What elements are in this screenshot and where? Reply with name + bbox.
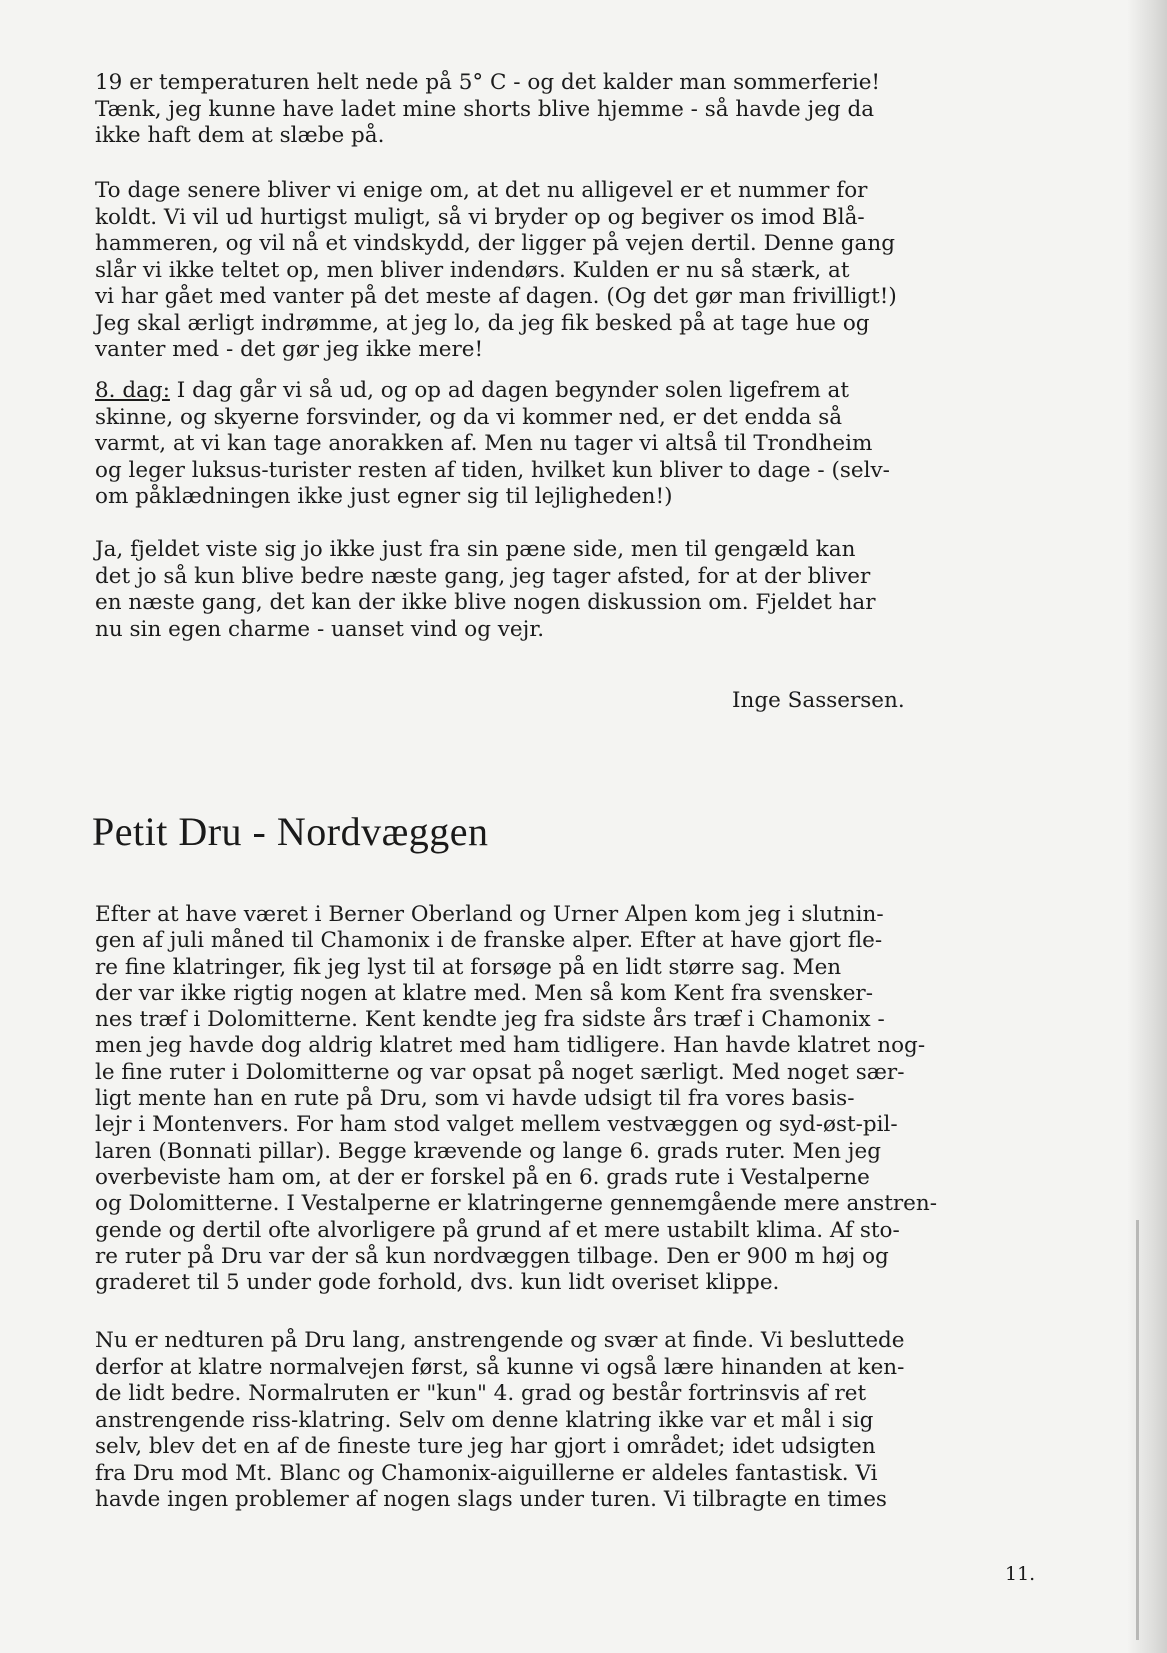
paragraph-4	[95, 537, 1055, 643]
text-line: skinne, og skyerne forsvinder, og da vi kommer ned, er det endda så	[95, 404, 843, 430]
paragraph-2	[95, 178, 1055, 364]
text-line: gende og dertil ofte alvorligere på grund af et mere ustabilt klima. Af sto-	[95, 1217, 900, 1243]
text-line: graderet til 5 under gode forhold, dvs. kun lidt overiset klippe.	[95, 1270, 780, 1296]
page-number: 11.	[1005, 1563, 1036, 1585]
text-line: en næste gang, det kan der ikke blive nogen diskussion om. Fjeldet har	[95, 590, 876, 615]
text-line: laren (Bonnati pillar). Begge krævende og lange 6. grads ruter. Men jeg	[95, 1138, 881, 1164]
text-line: havde ingen problemer af nogen slags under turen. Vi tilbragte en times	[95, 1487, 887, 1512]
text-line: og leger luksus-turister resten af tiden, hvilket kun bliver to dage - (selv-	[95, 457, 890, 483]
text-line: gen af juli måned til Chamonix i de franske alper. Efter at have gjort fle-	[95, 928, 883, 954]
text-line: derfor at klatre normalvejen først, så kunne vi også lære hinanden at ken-	[95, 1354, 905, 1380]
text-line	[95, 378, 1055, 405]
text-line: og Dolomitterne. I Vestalperne er klatringerne gennemgående mere anstren-	[95, 1191, 937, 1217]
paragraph-1	[95, 70, 1055, 150]
text-line: Tænk, jeg kunne have ladet mine shorts blive hjemme - så havde jeg da	[95, 96, 875, 122]
text-line: men jeg havde dog aldrig klatret med ham tidligere. Han havde klatret nog-	[95, 1033, 926, 1059]
text-line: fra Dru mod Mt. Blanc og Chamonix-aiguillerne er aldeles fantastisk. Vi	[95, 1460, 878, 1486]
text-line: Efter at have været i Berner Oberland og Urner Alpen kom jeg i slutnin-	[95, 902, 884, 927]
text-line: vanter med - det gør jeg ikke mere!	[95, 337, 484, 362]
article-paragraph-1	[95, 902, 1055, 1296]
text-line: der var ikke rigtig nogen at klatre med. Men så kom Kent fra svensker-	[95, 980, 873, 1006]
text-line: koldt. Vi vil ud hurtigst muligt, så vi bryder op og begiver os imod Blå-	[95, 204, 865, 230]
text-line: Ja, fjeldet viste sig jo ikke just fra sin pæne side, men til gengæld kan	[95, 537, 856, 562]
paragraph-3	[95, 378, 1055, 511]
text-line: slår vi ikke teltet op, men bliver indendørs. Kulden er nu så stærk, at	[95, 257, 850, 283]
page-edge-shadow	[1127, 0, 1167, 1653]
text-line: nu sin egen charme - uanset vind og vejr.	[95, 616, 545, 642]
text-line: le fine ruter i Dolomitterne og var opsat på noget særligt. Med noget sær-	[95, 1059, 905, 1085]
text-line: re fine klatringer, fik jeg lyst til at forsøge på en lidt større sag. Men	[95, 954, 842, 980]
text-line: hammeren, og vil nå et vindskydd, der ligger på vejen dertil. Denne gang	[95, 231, 895, 256]
text-line: ligt mente han en rute på Dru, som vi havde udsigt til fra vores basis-	[95, 1086, 855, 1112]
article-title: Petit Dru - Nordvæggen	[92, 809, 489, 854]
text-line: om påklædningen ikke just egner sig til lejligheden!)	[95, 484, 673, 509]
text-line: ikke haft dem at slæbe på.	[95, 123, 385, 148]
page-edge-line	[1136, 1220, 1139, 1640]
signature: Inge Sassersen.	[732, 688, 905, 713]
text-line: overbeviste ham om, at der er forskel på en 6. grads rute i Vestalperne	[95, 1164, 870, 1190]
text-line: varmt, at vi kan tage anorakken af. Men nu tager vi altså til Trondheim	[95, 431, 873, 456]
text-line: lejr i Montenvers. For ham stod valget mellem vestvæggen og syd-øst-pil-	[95, 1112, 898, 1138]
text-line: Nu er nedturen på Dru lang, anstrengende og svær at finde. Vi besluttede	[95, 1328, 905, 1353]
text-line: Jeg skal ærligt indrømme, at jeg lo, da jeg fik besked på at tage hue og	[95, 310, 870, 336]
text-line: det jo så kun blive bedre næste gang, jeg tager afsted, for at der bliver	[95, 563, 871, 589]
text-line: vi har gået med vanter på det meste af dagen. (Og det gør man frivilligt!)	[95, 284, 897, 309]
text-line: nes træf i Dolomitterne. Kent kendte jeg fra sidste års træf i Chamonix -	[95, 1007, 885, 1033]
text-line: anstrengende riss-klatring. Selv om denne klatring ikke var et mål i sig	[95, 1407, 874, 1433]
text-line: selv, blev det en af de fineste ture jeg har gjort i området; idet udsigten	[95, 1434, 876, 1459]
day-text: I dag går vi så ud, og op ad dagen begynder solen ligefrem at	[169, 378, 850, 403]
text-line: 19 er temperaturen helt nede på 5° C - og det kalder man sommerferie!	[95, 70, 881, 95]
text-line: re ruter på Dru var der så kun nordvæggen tilbage. Den er 900 m høj og	[95, 1243, 889, 1269]
day-label: 8. dag:	[95, 378, 170, 403]
text-line: de lidt bedre. Normalruten er "kun" 4. grad og består fortrinsvis af ret	[95, 1381, 867, 1406]
text-line: To dage senere bliver vi enige om, at det nu alligevel er et nummer for	[95, 178, 868, 203]
article-paragraph-2	[95, 1328, 1055, 1514]
